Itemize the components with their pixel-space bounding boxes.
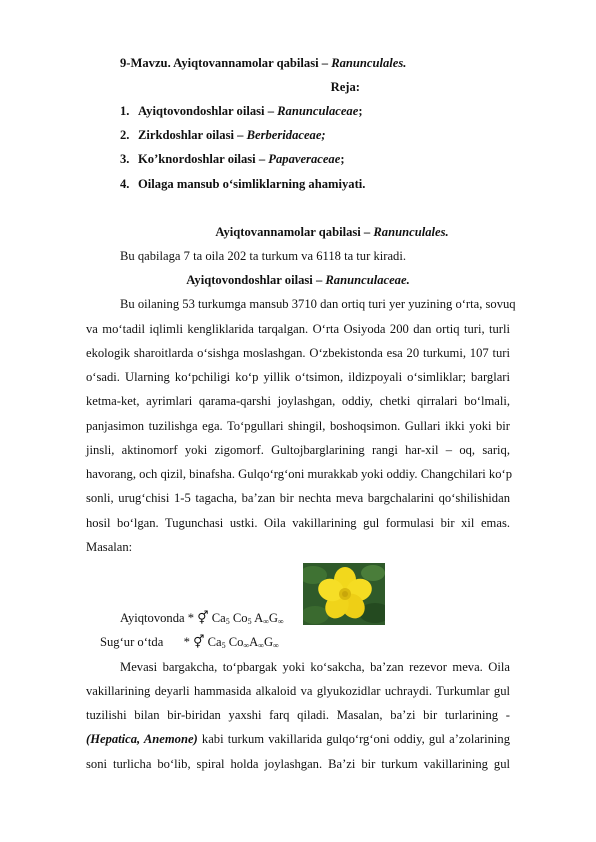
plan-item-number: 1. [120, 104, 130, 118]
formula-corolla: Co [232, 611, 248, 625]
paragraph-line: o‘sadi. Ularning ko‘pchiligi ko‘p yillik o‘tsimon, ildizpoyali o‘simliklar; barglari [86, 370, 510, 384]
plan-item-text: Ayiqtovondoshlar oilasi – [138, 104, 278, 118]
plan-item-text: Oilaga mansub o‘simliklarning ahamiyati. [138, 177, 366, 191]
formula-corolla-count: 5 [247, 617, 252, 626]
formula-gynoecium: G [263, 635, 274, 649]
section-title-latin: Ranunculales. [373, 225, 449, 239]
paragraph-line: panjasimon tuzilishga ega. To‘pgullari shingil, boshoqsimon. Gullari ikki yoki bir [86, 419, 510, 433]
plan-item-number: 2. [120, 128, 130, 142]
formula-androecium: A [249, 635, 259, 649]
formula-calyx: Ca [211, 611, 226, 625]
paragraph-line: va mo‘tadil iqlimli kengliklarida tarqalgan. O‘rta Osiyoda 200 dan ortiq turi, turli [86, 322, 510, 336]
section-title-text: Ayiqtovondoshlar oilasi – [186, 273, 326, 287]
section-title-latin: Ranunculaceae. [325, 273, 410, 287]
flower-formula [120, 610, 284, 630]
formula-corolla: Co [228, 635, 244, 649]
plan-item-number: 3. [120, 152, 130, 166]
formula-symbols: * ⚥ [187, 611, 209, 625]
formula-calyx-count: 5 [225, 617, 230, 626]
plan-item [120, 176, 365, 192]
section-title [120, 224, 544, 240]
plan-item-latin: Berberidaceae; [246, 128, 326, 142]
plan-item-number: 4. [120, 177, 130, 191]
plan-item-latin: Papaveraceae [268, 152, 341, 166]
plan-item-text: Ko’knordoshlar oilasi – [138, 152, 269, 166]
paragraph-line: Mevasi bargakcha, to‘pbargak yoki ko‘sakcha, ba’zan rezevor meva. Oila [120, 660, 510, 674]
plan-item [120, 127, 326, 143]
plan-item-tail: ; [340, 152, 345, 166]
plan-item [120, 151, 345, 167]
formula-corolla-count: ∞ [243, 641, 250, 650]
plan-item-tail: ; [358, 104, 363, 118]
plan-item [120, 103, 363, 119]
paragraph-line: ekologik sharoitlarda o‘sishga moslashgan. O‘zbekistonda esa 20 turkumi, 107 turi [86, 346, 510, 360]
topic-heading [120, 55, 406, 71]
genus-names: (Hepatica, Anemone) [86, 732, 198, 746]
topic-latin: Ranunculales. [331, 56, 407, 70]
formula-androecium-count: ∞ [258, 641, 264, 650]
formula-label: Ayiqtovonda [120, 611, 185, 625]
plan-item-text: Zirkdoshlar oilasi – [138, 128, 247, 142]
flower-illustration [303, 563, 385, 625]
formula-symbols: * ⚥ [183, 635, 205, 649]
formula-label: Sug‘ur o‘tda [100, 635, 164, 649]
formula-androecium: A [254, 611, 264, 625]
paragraph-line: havorang, och qizil, binafsha. Gulqo‘rg‘oni murakkab yoki oddiy. Changchilari ko‘p [86, 467, 512, 481]
plan-item-latin: Ranunculaceae [277, 104, 359, 118]
paragraph-line: Bu oilaning 53 turkumga mansub 3710 dan ortiq turi yer yuzining o‘rta, sovuq [120, 297, 516, 311]
formula-gynoecium-count: ∞ [273, 641, 279, 650]
paragraph-line: vakillarining deyarli hammasida alkaloid va glyukozidlar uchraydi. Turkumlar gul [86, 684, 510, 698]
paragraph-line: tuzilishi bilan bir-biridan yaxshi farq qiladi. Masalan, ba’zi bir turlarining - [86, 708, 510, 722]
buttercup-flower-image [303, 563, 385, 625]
paragraph-line [86, 731, 510, 747]
topic-text: 9-Mavzu. Ayiqtovannamolar qabilasi – [120, 56, 332, 70]
flower-formula [100, 634, 279, 654]
formula-gynoecium-count: ∞ [278, 617, 284, 626]
paragraph-line: ketma-ket, ayrimlari qarama-qarshi joylashgan, oddiy, chetki qirralari bo‘lmali, [86, 394, 510, 408]
section-intro: Bu qabilaga 7 ta oila 202 ta turkum va 6118 ta tur kiradi. [120, 249, 406, 263]
paragraph-line: soni turlicha bo‘lib, spiral holda joylashgan. Ba’zi bir turkum vakillarining gul [86, 757, 510, 771]
paragraph-line: jinsli, aktinomorf yoki zigomorf. Gultojbarglarining rangi har-xil – oq, sariq, [86, 443, 510, 457]
paragraph-line: Masalan: [86, 540, 133, 554]
formula-androecium-count: ∞ [263, 617, 269, 626]
plan-title: Reja: [330, 80, 360, 94]
paragraph-line: hosil bo‘lgan. Tugunchasi ustki. Oila vakillarining gul formulasi bir xil emas. [86, 516, 510, 530]
formula-gynoecium: G [268, 611, 278, 625]
formula-calyx-count: 5 [221, 641, 226, 650]
section-title-text: Ayiqtovannamolar qabilasi – [215, 225, 374, 239]
section-title [86, 272, 510, 288]
paragraph-line-text: kabi turkum vakillarida gulqo‘rg‘oni oddiy, gul a’zolarining [201, 732, 510, 746]
paragraph-line: sonli, urug‘chisi 1-5 tagacha, ba’zan bir nechta meva bargchalarini qo‘shilishidan [86, 491, 510, 505]
formula-calyx: Ca [207, 635, 222, 649]
